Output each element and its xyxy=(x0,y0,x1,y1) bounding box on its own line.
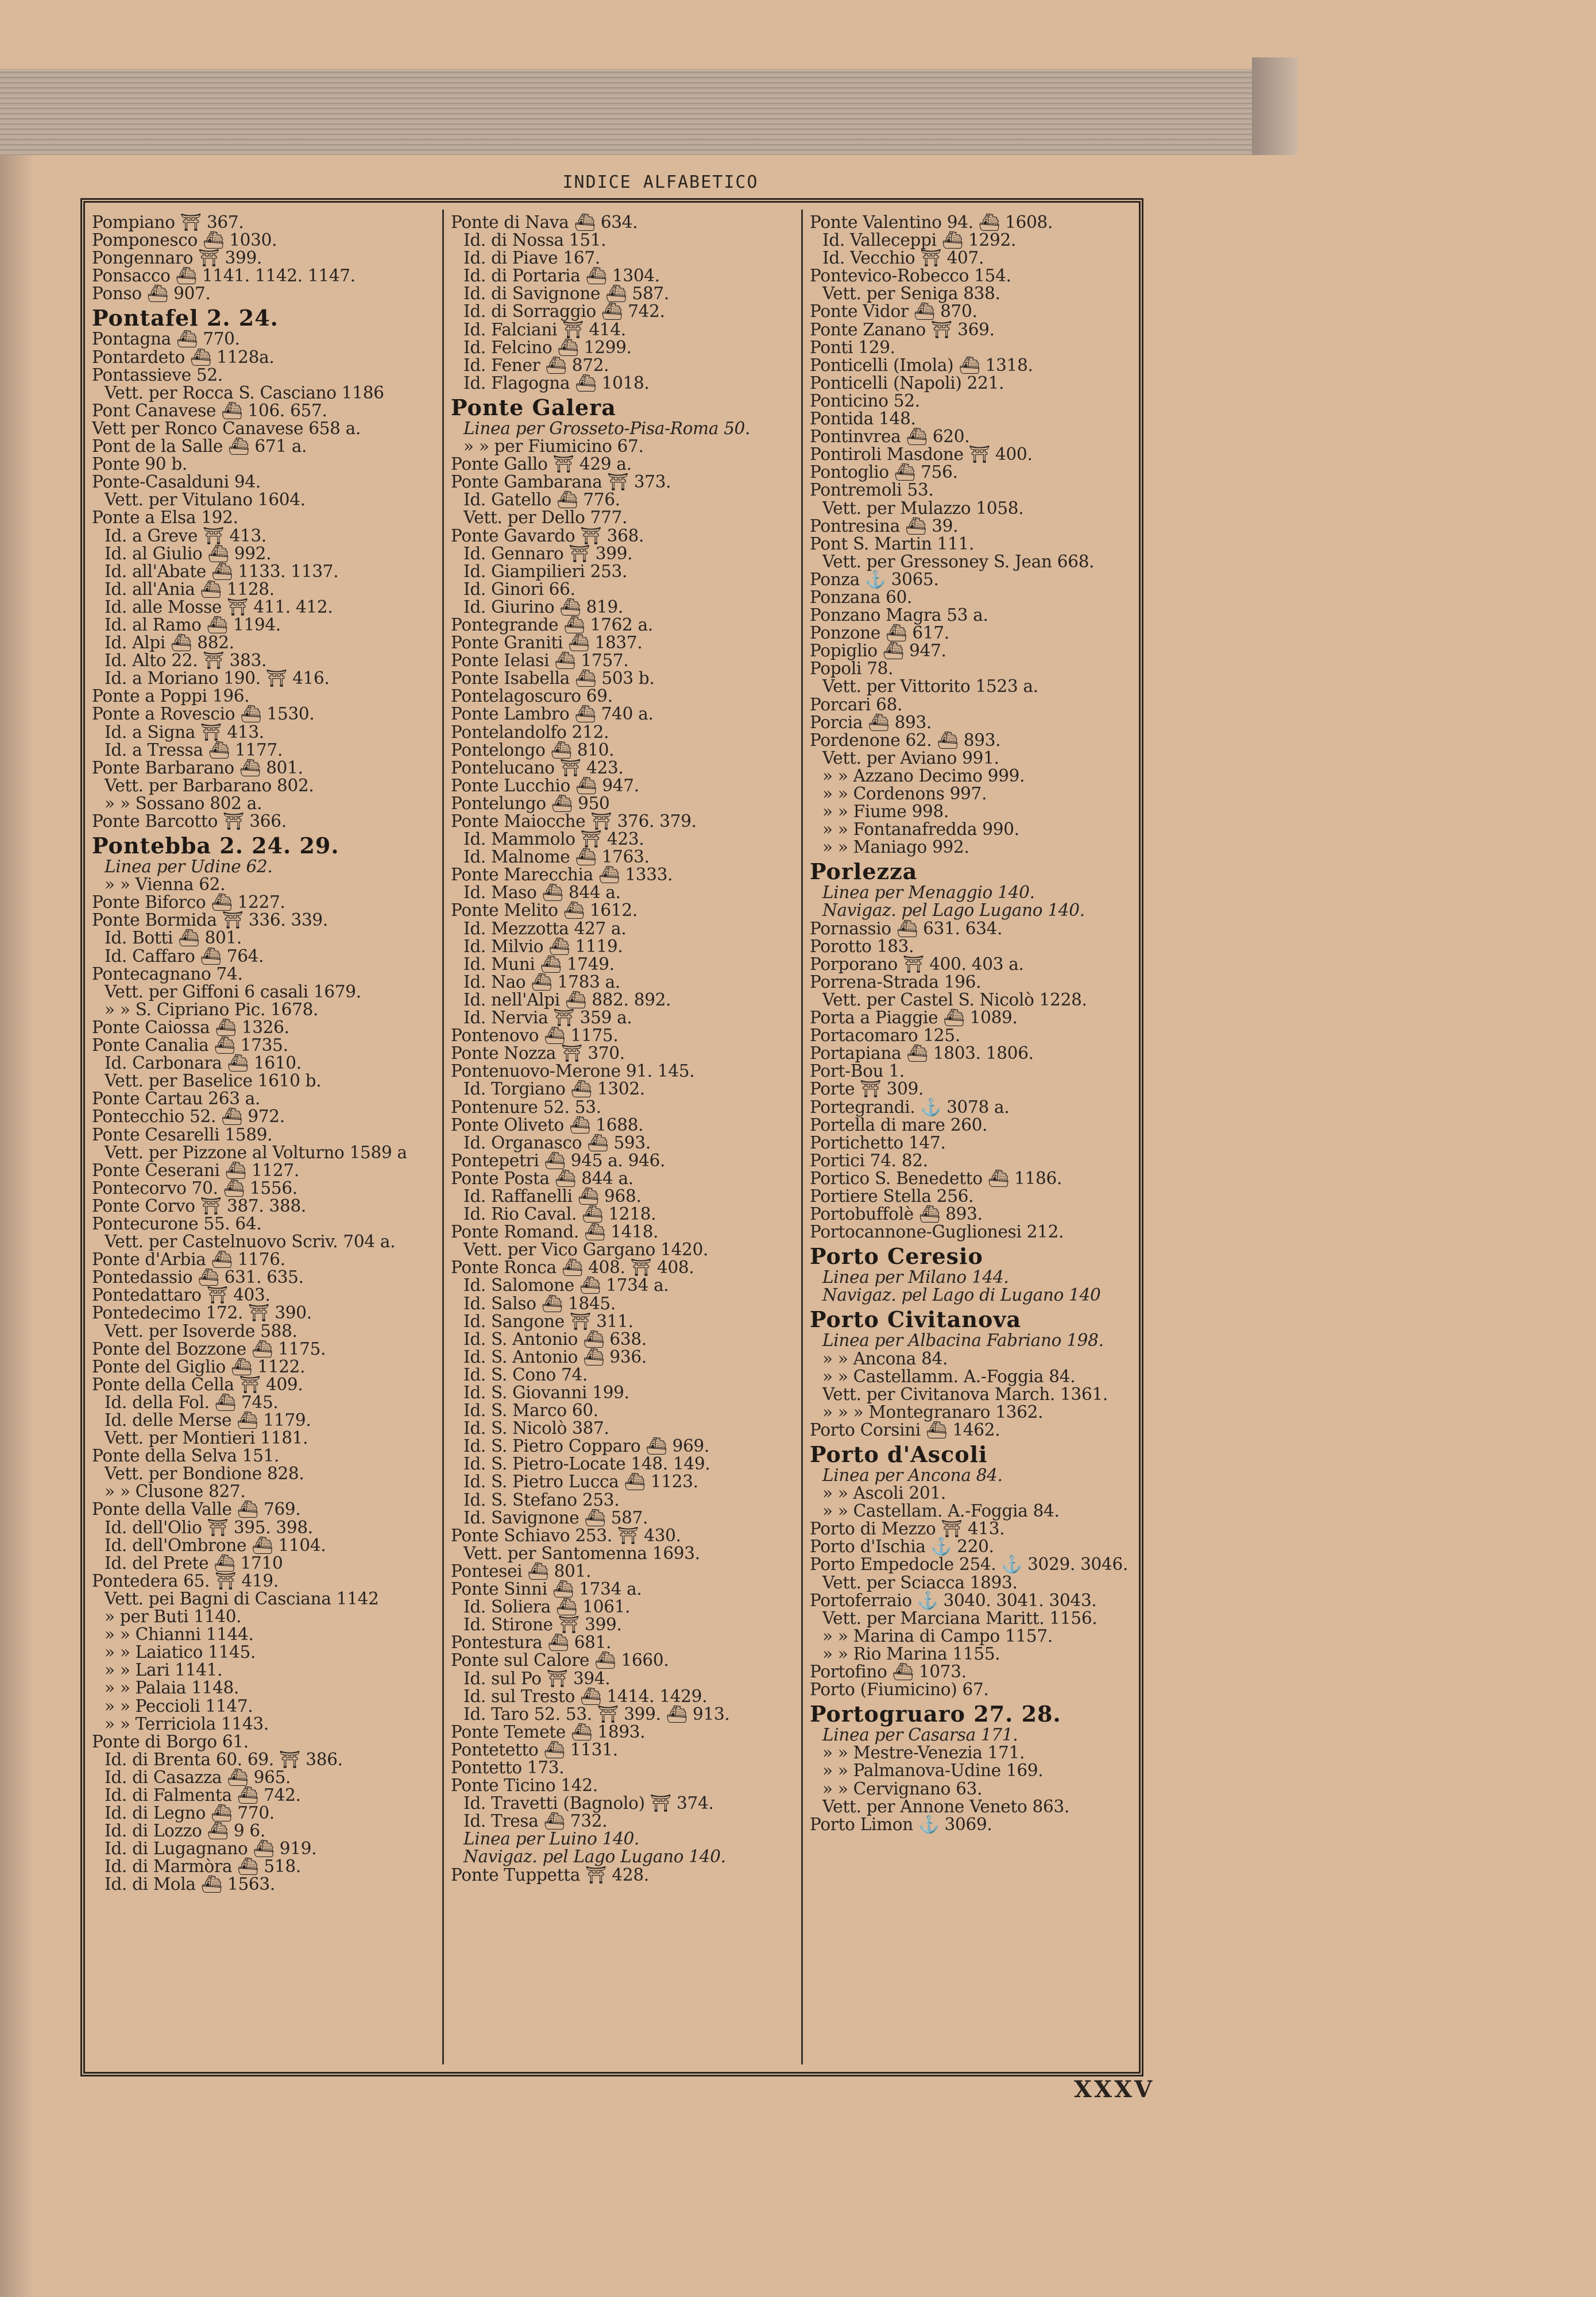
index-entry: Pontedecimo 172. ⛩ 390. xyxy=(92,1303,312,1323)
index-entry: Id. Torgiano ⛴ 1302. xyxy=(463,1079,645,1099)
index-entry: Portico S. Benedetto ⛴ 1186. xyxy=(810,1168,1062,1188)
index-entry: Pont S. Martin 111. xyxy=(810,533,975,554)
index-entry: Ponticelli (Napoli) 221. xyxy=(810,373,1004,393)
index-entry: Ponte Gavardo ⛩ 368. xyxy=(451,525,644,546)
index-entry: Port-Bou 1. xyxy=(810,1061,905,1081)
index-entry: » » Cervignano 63. xyxy=(822,1778,983,1799)
index-entry: Id. Travetti (Bagnolo) ⛩ 374. xyxy=(463,1793,714,1813)
index-entry: Ponte Ronca ⛴ 408. ⛩ 408. xyxy=(451,1258,694,1278)
index-entry: Pontecorvo 70. ⛴ 1556. xyxy=(92,1178,297,1198)
index-entry: Porcari 68. xyxy=(810,694,903,714)
index-entry: Pompiano ⛩ 367. xyxy=(92,214,244,232)
index-entry: » » Cordenons 997. xyxy=(822,784,987,803)
index-entry: Pontetto 173. xyxy=(451,1757,565,1777)
index-entry: Id. S. Antonio ⛴ 638. xyxy=(463,1329,647,1349)
index-entry: Ponte Cartau 263 a. xyxy=(92,1089,261,1109)
index-entry: » » Castellamm. A.-Foggia 84. xyxy=(822,1366,1076,1386)
index-entry: Id. dell'Ombrone ⛴ 1104. xyxy=(105,1535,326,1555)
index-entry: Id. di Nossa 151. xyxy=(463,230,606,250)
index-entry: Id. sul Tresto ⛴ 1414. 1429. xyxy=(463,1686,708,1706)
index-entry: Pontecurone 55. 64. xyxy=(92,1213,262,1233)
index-entry: Id. Vecchio ⛩ 407. xyxy=(822,248,984,268)
index-entry: Ponzana 60. xyxy=(810,587,913,607)
index-entry: Vett. per Giffoni 6 casali 1679. xyxy=(105,981,361,1001)
index-entry: Ponte Ticino 142. xyxy=(451,1776,598,1796)
index-entry: » » Terriciola 1143. xyxy=(105,1714,269,1734)
index-entry: Vett. per Rocca S. Casciano 1186 xyxy=(105,382,384,403)
index-entry: Pontenuovo-Merone 91. 145. xyxy=(451,1061,695,1081)
index-entry: Pontelandolfo 212. xyxy=(451,722,609,742)
index-entry: Id. del Prete ⛴ 1710 xyxy=(105,1553,283,1573)
index-entry: Vett. pei Bagni di Casciana 1142 xyxy=(105,1588,379,1608)
index-entry: Id. Giurino ⛴ 819. xyxy=(463,597,624,617)
index-entry: Ponticelli (Imola) ⛴ 1318. xyxy=(810,355,1033,375)
index-entry: Ponte della Cella ⛩ 409. xyxy=(92,1374,303,1394)
index-entry: Ponzone ⛴ 617. xyxy=(810,623,949,643)
index-entry: Ponte Posta ⛴ 844 a. xyxy=(451,1168,633,1188)
index-entry: Id. Alpi ⛴ 882. xyxy=(105,633,234,653)
index-entry: Pontiroli Masdone ⛩ 400. xyxy=(810,444,1033,465)
index-entry: » » Chianni 1144. xyxy=(105,1625,254,1645)
index-entry: Linea per Casarsa 171. xyxy=(822,1725,1018,1745)
index-entry: Linea per Luino 140. xyxy=(463,1829,640,1849)
index-entry: » » Sossano 802 a. xyxy=(105,793,262,813)
index-entry: Id. Maso ⛴ 844 a. xyxy=(463,883,621,903)
index-entry: Id. di Portaria ⛴ 1304. xyxy=(463,266,660,286)
index-entry: Pontelongo ⛴ 810. xyxy=(451,740,615,760)
index-heading: Portogruaro 27. 28. xyxy=(810,1701,1061,1727)
index-entry: Ponte Ielasi ⛴ 1757. xyxy=(451,651,629,671)
page-number: XXXV xyxy=(1074,2076,1155,2103)
index-entry: Id. Muni ⛴ 1749. xyxy=(463,954,615,974)
index-entry: Ponte Zanano ⛩ 369. xyxy=(810,319,995,339)
index-entry: » » Mestre-Venezia 171. xyxy=(822,1743,1025,1763)
index-entry: Portapiana ⛴ 1803. 1806. xyxy=(810,1043,1034,1064)
index-entry: Ponte del Bozzone ⛴ 1175. xyxy=(92,1339,326,1359)
index-entry: Ponte Biforco ⛴ 1227. xyxy=(92,892,285,912)
index-entry: Id. di Marmòra ⛴ 518. xyxy=(105,1857,301,1877)
index-entry: Id. S. Giovanni 199. xyxy=(463,1383,629,1402)
index-entry: Pontelucano ⛩ 423. xyxy=(451,757,624,778)
index-entry: Pordenone 62. ⛴ 893. xyxy=(810,730,1001,750)
index-entry: Id. S. Nicolò 387. xyxy=(463,1418,609,1438)
index-entry: Id. S. Stefano 253. xyxy=(463,1490,620,1510)
index-entry: Pornassio ⛴ 631. 634. xyxy=(810,918,1003,938)
index-entry: Portocannone-Guglionesi 212. xyxy=(810,1222,1064,1242)
index-column-1 xyxy=(92,214,434,2057)
index-entry: Porte ⛩ 309. xyxy=(810,1079,924,1099)
index-entry: Id. di Falmenta ⛴ 742. xyxy=(105,1785,301,1805)
index-entry: » per Buti 1140. xyxy=(105,1607,242,1627)
index-entry: Vett. per Marciana Maritt. 1156. xyxy=(822,1608,1098,1628)
index-entry: Ponte Barcotto ⛩ 366. xyxy=(92,811,287,831)
index-entry: Portobuffolè ⛴ 893. xyxy=(810,1204,983,1224)
index-entry: Id. Nervia ⛩ 359 a. xyxy=(463,1008,632,1028)
index-entry: Pont de la Salle ⛴ 671 a. xyxy=(92,436,307,457)
index-entry: Vett per Ronco Canavese 658 a. xyxy=(92,418,361,438)
index-entry: Pontelungo ⛴ 950 xyxy=(451,793,610,813)
index-entry: Porta a Piaggie ⛴ 1089. xyxy=(810,1008,1018,1028)
index-entry: Vett. per Montieri 1181. xyxy=(105,1428,308,1448)
index-entry: Id. di Mola ⛴ 1563. xyxy=(105,1874,275,1894)
index-entry: Portegrandi. ⚓ 3078 a. xyxy=(810,1097,1010,1117)
index-entry: Id. S. Cono 74. xyxy=(463,1364,588,1385)
index-entry: Id. Giampilieri 253. xyxy=(463,561,628,581)
index-entry: » » Palmanova-Udine 169. xyxy=(822,1761,1044,1781)
index-entry: Pontassieve 52. xyxy=(92,365,223,385)
index-entry: Id. al Giulio ⛴ 992. xyxy=(105,543,272,563)
index-entry: Id. S. Pietro-Locate 148. 149. xyxy=(463,1454,710,1474)
index-entry: Pontesei ⛴ 801. xyxy=(451,1561,592,1581)
index-entry: Id. di Piave 167. xyxy=(463,248,600,268)
index-entry: » » Peccioli 1147. xyxy=(105,1696,253,1716)
index-entry: Ponte Melito ⛴ 1612. xyxy=(451,900,637,921)
index-entry: Porto (Fiumicino) 67. xyxy=(810,1680,989,1700)
index-entry: Ponte sul Calore ⛴ 1660. xyxy=(451,1650,669,1670)
index-entry: Vett. per Gressoney S. Jean 668. xyxy=(822,551,1095,571)
index-entry: Porto Limon ⚓ 3069. xyxy=(810,1814,992,1834)
index-entry: Pontagna ⛴ 770. xyxy=(92,329,240,349)
index-entry: Linea per Udine 62. xyxy=(105,857,273,877)
index-entry: » » Vienna 62. xyxy=(105,875,226,895)
index-entry: Ponti 129. xyxy=(810,337,895,357)
index-entry: Ponte Lucchio ⛴ 947. xyxy=(451,775,639,795)
index-entry: Ponso ⛴ 907. xyxy=(92,284,211,304)
index-entry: Id. di Lugagnano ⛴ 919. xyxy=(105,1839,317,1859)
index-entry: Id. Mezzotta 427 a. xyxy=(463,918,627,938)
index-entry: Vett. per Pizzone al Volturno 1589 a xyxy=(105,1142,407,1162)
index-entry: Vett. per Annone Veneto 863. xyxy=(822,1796,1070,1816)
index-entry: » » Laiatico 1145. xyxy=(105,1642,256,1662)
index-entry: Porcia ⛴ 893. xyxy=(810,712,932,732)
index-heading: Porto Ceresio xyxy=(810,1243,983,1270)
index-entry: Pontecchio 52. ⛴ 972. xyxy=(92,1107,285,1127)
index-entry: Id. Ginori 66. xyxy=(463,579,575,599)
index-entry: Ponte a Elsa 192. xyxy=(92,508,238,528)
index-entry: Ponte della Valle ⛴ 769. xyxy=(92,1499,301,1519)
index-column-3 xyxy=(810,214,1135,2057)
index-entry: Vett. per Santomenna 1693. xyxy=(463,1543,700,1563)
index-entry: Ponte Gambarana ⛩ 373. xyxy=(451,472,671,492)
index-entry: Id. Sangone ⛩ 311. xyxy=(463,1311,633,1331)
index-entry: Id. Valleceppi ⛴ 1292. xyxy=(822,230,1017,250)
index-entry: Ponte Bormida ⛩ 336. 339. xyxy=(92,910,328,930)
index-entry: Pontremoli 53. xyxy=(810,480,934,500)
index-entry: Id. Milvio ⛴ 1119. xyxy=(463,936,623,956)
index-entry: Vett. per Dello 777. xyxy=(463,508,628,528)
index-entry: Portiere Stella 256. xyxy=(810,1186,974,1206)
index-entry: Id. nell'Alpi ⛴ 882. 892. xyxy=(463,989,671,1010)
index-entry: Pontedera 65. ⛩ 419. xyxy=(92,1571,279,1591)
index-entry: Id. di Savignone ⛴ 587. xyxy=(463,284,669,304)
index-entry: Ponsacco ⛴ 1141. 1142. 1147. xyxy=(92,266,355,286)
index-entry: Id. di Sorraggio ⛴ 742. xyxy=(463,301,665,322)
index-entry: Id. Malnome ⛴ 1763. xyxy=(463,847,650,867)
index-entry: Ponte Isabella ⛴ 503 b. xyxy=(451,668,655,689)
index-entry: Ponte Ceserani ⛴ 1127. xyxy=(92,1160,299,1180)
index-entry: Ponte di Borgo 61. xyxy=(92,1731,249,1751)
index-entry: » » Lari 1141. xyxy=(105,1660,223,1680)
index-entry: Navigaz. pel Lago Lugano 140. xyxy=(822,900,1085,921)
index-entry: Vett. per Seniga 838. xyxy=(822,284,1000,304)
index-entry: Id. Raffanelli ⛴ 968. xyxy=(463,1186,642,1206)
index-entry: Vett. per Baselice 1610 b. xyxy=(105,1071,322,1091)
index-entry: Id. Carbonara ⛴ 1610. xyxy=(105,1053,302,1073)
index-entry: Id. dell'Olio ⛩ 395. 398. xyxy=(105,1517,313,1537)
index-entry: Id. Rio Caval. ⛴ 1218. xyxy=(463,1204,656,1224)
index-entry: Vett. per Barbarano 802. xyxy=(105,775,314,795)
binding-shadow xyxy=(0,155,34,2297)
index-entry: Id. Botti ⛴ 801. xyxy=(105,928,242,948)
index-entry: Portici 74. 82. xyxy=(810,1150,928,1170)
index-entry: Ponte di Nava ⛴ 634. xyxy=(451,214,638,232)
index-entry: Linea per Ancona 84. xyxy=(822,1465,1003,1485)
index-entry: Id. Taro 52. 53. ⛩ 399. ⛴ 913. xyxy=(463,1704,730,1724)
index-entry: Porrena-Strada 196. xyxy=(810,972,981,992)
index-entry: Id. Gennaro ⛩ 399. xyxy=(463,543,633,563)
index-entry: Vett. per Castelnuovo Scriv. 704 a. xyxy=(105,1232,396,1252)
index-entry: » » Fiume 998. xyxy=(822,802,949,822)
index-entry: » » Azzano Decimo 999. xyxy=(822,765,1025,786)
index-entry: Id. Stirone ⛩ 399. xyxy=(463,1615,622,1635)
index-entry: Id. di Legno ⛴ 770. xyxy=(105,1803,275,1823)
index-entry: Ponte della Selva 151. xyxy=(92,1446,280,1466)
index-entry: Vett. per Sciacca 1893. xyxy=(822,1572,1018,1592)
index-entry: Pontenure 52. 53. xyxy=(451,1097,601,1117)
index-entry: Id. Falciani ⛩ 414. xyxy=(463,319,626,339)
page-edges-decoration xyxy=(0,69,1292,155)
index-entry: » » Clusone 827. xyxy=(105,1482,246,1502)
index-entry: Ponte Graniti ⛴ 1837. xyxy=(451,633,643,653)
index-entry: Id. a Signa ⛩ 413. xyxy=(105,722,264,742)
index-entry: Id. Alto 22. ⛩ 383. xyxy=(105,651,267,671)
index-entry: Pont Canavese ⛴ 106. 657. xyxy=(92,400,327,420)
index-entry: Vett. per Vitulano 1604. xyxy=(105,490,306,510)
index-column-2 xyxy=(451,214,793,2057)
index-entry: Id. Salomone ⛴ 1734 a. xyxy=(463,1275,669,1296)
index-entry: Id. all'Abate ⛴ 1133. 1137. xyxy=(105,561,339,581)
index-entry: Linea per Menaggio 140. xyxy=(822,883,1035,903)
index-entry: Id. a Moriano 190. ⛩ 416. xyxy=(105,668,330,689)
index-entry: Ponte Schiavo 253. ⛩ 430. xyxy=(451,1525,681,1545)
index-entry: Id. S. Antonio ⛴ 936. xyxy=(463,1347,647,1367)
index-entry: Vett. per Civitanova March. 1361. xyxy=(822,1384,1108,1404)
index-entry: Popoli 78. xyxy=(810,659,894,679)
index-entry: Id. Tresa ⛴ 732. xyxy=(463,1811,608,1831)
index-heading: Pontebba 2. 24. 29. xyxy=(92,833,339,859)
index-entry: » » Marina di Campo 1157. xyxy=(822,1626,1053,1646)
index-entry: » » » Montegranaro 1362. xyxy=(822,1402,1044,1422)
column-separator xyxy=(801,210,803,2064)
index-entry: Pontestura ⛴ 681. xyxy=(451,1633,612,1653)
index-entry: Id. Nao ⛴ 1783 a. xyxy=(463,972,620,992)
index-entry: Ponte Caiossa ⛴ 1326. xyxy=(92,1017,289,1037)
index-entry: Id. Felcino ⛴ 1299. xyxy=(463,337,632,357)
index-entry: » » S. Cipriano Pic. 1678. xyxy=(105,999,319,1019)
index-entry: Ponte Gallo ⛩ 429 a. xyxy=(451,454,632,474)
index-entry: Id. Organasco ⛴ 593. xyxy=(463,1132,651,1153)
index-entry: Linea per Grosseto-Pisa-Roma 50. xyxy=(463,418,751,438)
index-entry: Ponte 90 b. xyxy=(92,454,187,474)
index-entry: Ponte Romand. ⛴ 1418. xyxy=(451,1222,659,1242)
index-entry: Vett. per Vittorito 1523 a. xyxy=(822,676,1038,697)
index-heading: Ponte Galera xyxy=(451,394,616,420)
page-header: INDICE ALFABETICO xyxy=(562,172,759,192)
index-entry: Ponte Oliveto ⛴ 1688. xyxy=(451,1115,644,1135)
index-entry: Vett. per Castel S. Nicolò 1228. xyxy=(822,989,1087,1010)
index-entry: » » Ascoli 201. xyxy=(822,1483,946,1503)
index-entry: Ponte Sinni ⛴ 1734 a. xyxy=(451,1579,642,1599)
index-entry: Pontepetri ⛴ 945 a. 946. xyxy=(451,1150,666,1170)
index-entry: Id. di Brenta 60. 69. ⛩ 386. xyxy=(105,1749,343,1769)
index-entry: Ponzano Magra 53 a. xyxy=(810,605,988,625)
index-entry: Pontida 148. xyxy=(810,409,916,429)
index-entry: Id. a Tressa ⛴ 1177. xyxy=(105,740,283,760)
index-heading: Porlezza xyxy=(810,859,918,885)
index-entry: Ponte Vidor ⛴ 870. xyxy=(810,301,977,322)
index-entry: Porto d'Ischia ⚓ 220. xyxy=(810,1537,994,1557)
index-entry: Porto Corsini ⛴ 1462. xyxy=(810,1420,1000,1440)
index-entry: Id. della Fol. ⛴ 745. xyxy=(105,1392,279,1412)
index-entry: Ponte Nozza ⛩ 370. xyxy=(451,1043,625,1064)
index-entry: » » Rio Marina 1155. xyxy=(822,1644,1000,1664)
index-entry: Ponte del Giglio ⛴ 1122. xyxy=(92,1356,306,1376)
index-entry: Ponte Canalia ⛴ 1735. xyxy=(92,1035,288,1055)
page-edges-corner xyxy=(1252,57,1298,155)
index-entry: Ponte Valentino 94. ⛴ 1608. xyxy=(810,214,1053,232)
index-entry: Id. Gatello ⛴ 776. xyxy=(463,490,620,510)
index-entry: Pontardeto ⛴ 1128a. xyxy=(92,347,275,367)
index-entry: Portoferraio ⚓ 3040. 3041. 3043. xyxy=(810,1590,1097,1610)
index-entry: Pongennaro ⛩ 399. xyxy=(92,248,262,268)
index-entry: Pontedassio ⛴ 631. 635. xyxy=(92,1267,304,1287)
index-entry: » » Castellam. A.-Foggia 84. xyxy=(822,1501,1060,1521)
index-entry: Ponte Cesarelli 1589. xyxy=(92,1124,273,1144)
index-entry: Id. di Lozzo ⛴ 9 6. xyxy=(105,1821,265,1841)
index-heading: Porto d'Ascoli xyxy=(810,1441,988,1467)
index-entry: Vett. per Isoverde 588. xyxy=(105,1321,297,1341)
index-entry: Ponte Lambro ⛴ 740 a. xyxy=(451,704,654,724)
index-entry: Id. all'Ania ⛴ 1128. xyxy=(105,579,275,599)
index-entry: Id. delle Merse ⛴ 1179. xyxy=(105,1410,311,1430)
index-entry: Ponte a Poppi 196. xyxy=(92,686,250,706)
index-entry: Pontevico-Robecco 154. xyxy=(810,266,1011,286)
index-entry: Ponte Maiocche ⛩ 376. 379. xyxy=(451,811,697,831)
index-entry: Portofino ⛴ 1073. xyxy=(810,1662,967,1682)
index-entry: Id. sul Po ⛩ 394. xyxy=(463,1668,610,1688)
index-entry: Id. S. Marco 60. xyxy=(463,1401,598,1421)
index-entry: Id. a Greve ⛩ 413. xyxy=(105,525,266,546)
index-entry: Vett. per Bondione 828. xyxy=(105,1464,304,1484)
index-entry: Ponte Corvo ⛩ 387. 388. xyxy=(92,1196,307,1216)
column-separator xyxy=(442,210,444,2064)
index-heading: Porto Civitanova xyxy=(810,1306,1022,1333)
index-entry: Popiglio ⛴ 947. xyxy=(810,641,946,661)
index-entry: Id. Caffaro ⛴ 764. xyxy=(105,946,264,966)
index-entry: Porto di Mezzo ⛩ 413. xyxy=(810,1519,1005,1539)
index-entry: Pontecagnano 74. xyxy=(92,964,243,984)
index-entry: Ponticino 52. xyxy=(810,390,920,411)
index-entry: Id. Savignone ⛴ 587. xyxy=(463,1507,648,1528)
index-entry: » » Maniago 992. xyxy=(822,837,969,857)
index-entry: Id. S. Pietro Lucca ⛴ 1123. xyxy=(463,1472,698,1492)
index-entry: Ponte Marecchia ⛴ 1333. xyxy=(451,865,673,885)
index-entry: Ponte-Casalduni 94. xyxy=(92,472,261,492)
index-entry: » » per Fiumicino 67. xyxy=(463,436,644,457)
index-entry: Id. Salso ⛴ 1845. xyxy=(463,1293,616,1313)
index-heading: Pontafel 2. 24. xyxy=(92,305,279,331)
index-entry: » » Ancona 84. xyxy=(822,1348,948,1368)
index-entry: Portichetto 147. xyxy=(810,1132,946,1153)
index-entry: Id. di Casazza ⛴ 965. xyxy=(105,1767,291,1787)
index-entry: Navigaz. pel Lago Lugano 140. xyxy=(463,1847,726,1867)
index-entry: Id. Soliera ⛴ 1061. xyxy=(463,1597,631,1617)
index-entry: » » Fontanafredda 990. xyxy=(822,819,1019,840)
index-entry: Pontenovo ⛴ 1175. xyxy=(451,1026,619,1046)
index-entry: Ponza ⚓ 3065. xyxy=(810,569,939,589)
index-entry: Pontetetto ⛴ 1131. xyxy=(451,1739,618,1760)
index-entry: Porotto 183. xyxy=(810,936,914,956)
index-entry: Pontegrande ⛴ 1762 a. xyxy=(451,614,653,635)
index-entry: Vett. per Aviano 991. xyxy=(822,748,999,768)
index-entry: Ponte d'Arbia ⛴ 1176. xyxy=(92,1250,285,1270)
index-entry: Porto Empedocle 254. ⚓ 3029. 3046. xyxy=(810,1554,1129,1575)
index-entry: Linea per Milano 144. xyxy=(822,1267,1009,1287)
index-entry: Ponte a Rovescio ⛴ 1530. xyxy=(92,704,315,724)
index-entry: Id. alle Mosse ⛩ 411. 412. xyxy=(105,597,333,617)
index-entry: Pomponesco ⛴ 1030. xyxy=(92,230,277,250)
index-entry: Id. S. Pietro Copparo ⛴ 969. xyxy=(463,1436,710,1456)
index-entry: Pontinvrea ⛴ 620. xyxy=(810,427,970,447)
index-entry: » » Palaia 1148. xyxy=(105,1678,239,1698)
index-entry: Pontedattaro ⛩ 403. xyxy=(92,1285,270,1305)
index-entry: Pontresina ⛴ 39. xyxy=(810,516,959,536)
index-entry: Linea per Albacina Fabriano 198. xyxy=(822,1331,1104,1351)
index-entry: Portella di mare 260. xyxy=(810,1115,988,1135)
index-entry: Id. Fener ⛴ 872. xyxy=(463,355,609,375)
index-entry: Id. Mammolo ⛩ 423. xyxy=(463,829,644,849)
index-entry: Porporano ⛩ 400. 403 a. xyxy=(810,954,1024,974)
index-entry: Vett. per Mulazzo 1058. xyxy=(822,498,1024,518)
index-entry: Id. al Ramo ⛴ 1194. xyxy=(105,614,281,635)
index-entry: Navigaz. pel Lago di Lugano 140 xyxy=(822,1285,1101,1305)
index-entry: Vett. per Vico Gargano 1420. xyxy=(463,1240,709,1260)
index-entry: Ponte Temete ⛴ 1893. xyxy=(451,1722,646,1742)
index-entry: Portacomaro 125. xyxy=(810,1026,960,1046)
index-entry: Id. Flagogna ⛴ 1018. xyxy=(463,373,650,393)
index-entry: Pontelagoscuro 69. xyxy=(451,686,613,706)
index-entry: Ponte Tuppetta ⛩ 428. xyxy=(451,1865,649,1885)
index-entry: Ponte Barbarano ⛴ 801. xyxy=(92,757,303,778)
index-entry: Pontoglio ⛴ 756. xyxy=(810,462,958,482)
